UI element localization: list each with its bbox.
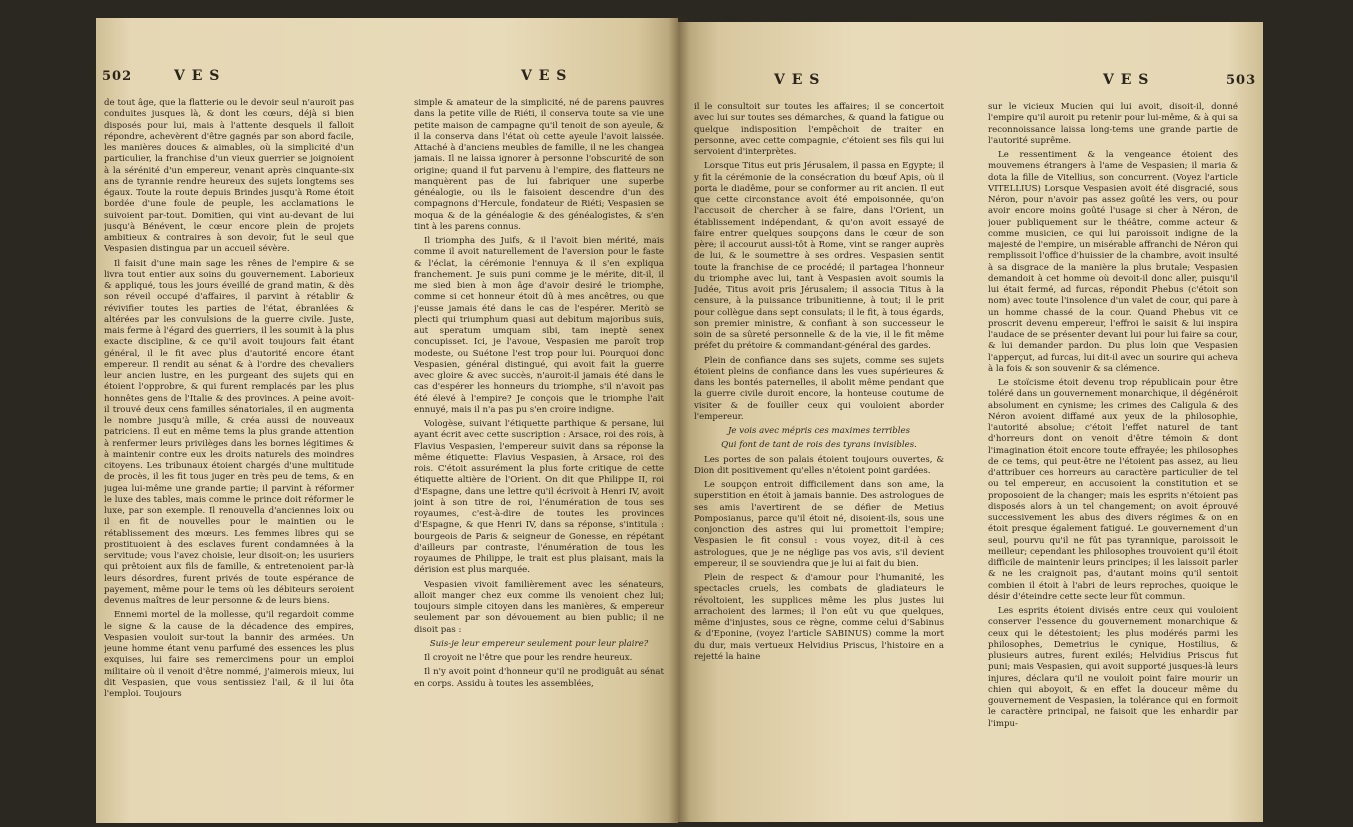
- paragraph: simple & amateur de la simplicité, né de parens pauvres dans la petite ville de Riéti, il conserva toute sa vie une petite maison de campagne qu'il tenoit de son ayeule, & il la conserva dans l'état où cette ayeule l'avoit laissée. Attaché à d'anciens meubles de famille, il ne les changea jamais. Il ne laissa ignorer à personne l'obscurité de son origine; quand il fut parvenu à l'empire, des flatteurs ne manquèrent pas de lui fabriquer une superbe généalogie, ou ils le faisoient descendre d'un des compagnons d'Hercule, fondateur de Riéti; Vespasien se moqua & de la généalogie & des généalogistes, & s'en tint à les parens connus.: [414, 98, 664, 232]
- paragraph: Vologèse, suivant l'étiquette parthique & persane, lui ayant écrit avec cette suscription : Arsace, roi des rois, à Flavius Vespasien, l'empereur suivit dans sa réponse la même étiquette: Flavius Vespasien, à Arsace, roi des rois. C'étoit assurément la plus forte critique de cette étiquette altière de l'Orient. On dit que Philippe II, roi d'Espagne, dans une lettre qu'il écrivoit à Henri IV, avoit joint à son titre de roi, l'énumération de tous ses royaumes, c'est-à-dire de toutes les provinces d'Espagne, & que Henri IV, dans sa réponse, s'intitula : bourgeois de Paris & seigneur de Gonesse, en répétant d'ailleurs par contraste, l'énumération de tous les royaumes de Philippe, le trait est plus plaisant, mais la dérision est plus marquée.: [414, 419, 664, 576]
- paragraph: Plein de confiance dans ses sujets, comme ses sujets étoient pleins de confiance dans les vues supérieures & dans les bontés paternelles, il abolit même pendant que la guerre civile duroit encore, la honteuse coutume de visiter & de fouiller ceux qui vouloient aborder l'empereur.: [694, 355, 944, 422]
- paragraph: Les esprits étoient divisés entre ceux qui vouloient conserver l'essence du gouvernement monarchique & ceux qui le détestoient; les plus modérés parmi les philosophes, Demetrius le cynique, Hostilius, & plusieurs autres, furent exilés; Helvidius Priscus fut puni; mais Vespasien, qui avoit supporté jusques-là leurs injures, déclara qu'il ne vouloit point faire mourir un chien qui aboyoit, & en effet la douceur même du gouvernement de Vespasien, la tolérance qui en formoit le caractère principal, ne faisoit que les enhardir par l'impu-: [988, 606, 1238, 729]
- left-column-2: [414, 98, 664, 813]
- paragraph: Le soupçon entroit difficilement dans son ame, la superstition en étoit à jamais bannie. Des astrologues de ses amis l'avertirent de se défier de Metius Pomposianus, parce qu'il étoit né, disoient-ils, sous une conjonction des astres qui lui promettoit l'empire; Vespasien le fit consul : vous voyez, dit-il à ces astrologues, que je ne néglige pas vos avis, s'il devient empereur, il se souviendra que je lui ai fait du bien.: [694, 480, 944, 569]
- right-column-1: [694, 102, 944, 817]
- paragraph: Il triompha des Juifs, & il l'avoit bien mérité, mais comme il avoit naturellement de l'aversion pour le faste & l'éclat, la cérémonie l'ennuya & il s'en expliqua franchement. Je suis puni comme je le mérite, dit-il, il me sied bien à mon âge d'avoir desiré le triomphe, comme si cet honneur étoit dû à mes ancêtres, ou que j'eusse jamais été dans le cas de l'espérer. Meritò se plecti qui triumphum quasi aut debitum majoribus suis, aut speratum umquam sibi, tam ineptè senex concupisset. Ici, je l'avoue, Vespasien me paroît trop modeste, ou Suétone l'est trop pour lui. Pourquoi donc Vespasien, général distingué, qui avoit fait la guerre avec gloire & avec succès, n'auroit-il jamais été dans le cas d'espérer les honneurs du triomphe, s'il n'avoit pas été élevé à l'empire? Je conçois que le triomphe l'ait ennuyé, mais il n'a pas pu s'en croire indigne.: [414, 236, 664, 415]
- paragraph: Il croyoit ne l'être que pour les rendre heureux.: [424, 653, 633, 663]
- right-page-number: 503: [1226, 73, 1257, 88]
- paragraph: Il faisit d'une main sage les rênes de l'empire & se livra tout entier aux soins du gouvernement. Laborieux & appliqué, tous les jours éveillé de grand matin, & dès son réveil occupé d'affaires, il parvint à rétablir & révivifier toutes les parties de l'état, ébranlées & altérées par les convulsions de la guerre civile. Juste, mais ferme à l'égard des guerriers, il les soumit à la plus exacte discipline, & ce qu'il avoit toujours fait étant général, il le fit avec plus d'autorité encore étant empereur. Il rendit au sénat & à l'ordre des chevaliers leur ancien lustre, en les purgeant des sujets qui en étoient l'opprobre, & qui furent remplacés par les plus honnêtes gens de l'Italie & des provinces. A peine avoit-il trouvé deux cens familles sénatoriales, il en augmenta le nombre jusqu'à mille, & créa aussi de nouveaux patriciens. Il eut en même tems la plus grande attention à renfermer leurs privilèges dans les bornes légitimes & à maintenir contre eux les droits naturels des moindres citoyens. Les tribunaux étoient chargés d'une multitude de procès, il les fit tous juger en très peu de tems, & en jugea lui-même une grande partie; il parvint à réformer le luxe des tables, mais comme le prince doit réformer le luxe, par son exemple. Il renouvella d'anciennes loix ou il en fit de nouvelles pour le maintien ou le rétablissement des mœurs. Les femmes libres qui se prostituoient à des esclaves furent condamnées à la servitude; vous l'avez choisie, leur disoit-on; les usuriers qui prêtoient aux fils de famille, & entretenoient par-là leurs désordres, furent privés de toute espérance de payement, même pour le tems où les débiteurs seroient devenus maîtres de leur personne & de leurs biens.: [104, 258, 354, 606]
- right-running-header-1: V E S: [774, 72, 821, 88]
- left-running-header-1: V E S: [174, 68, 221, 84]
- verse-line: Je vois avec mépris ces maximes terribles: [727, 426, 911, 436]
- paragraph: Il n'y avoit point d'honneur qu'il ne prodiguât au sénat en corps. Assidu à toutes les assemblées,: [414, 667, 664, 689]
- paragraph: il le consultoit sur toutes les affaires; il se concertoit avec lui sur toutes ses démarches, & quand la fatigue ou quelque indisposition l'empêchoit de traiter en personne, avec cette compagnie, c'étoient ses fils qui lui servoient d'interprètes.: [694, 102, 944, 157]
- paragraph: Les portes de son palais étoient toujours ouvertes, & Dion dit positivement qu'elles n'étoient point gardées.: [694, 454, 944, 476]
- paragraph: Ennemi mortel de la mollesse, qu'il regardoit comme le signe & la cause de la décadence des empires, Vespasien vouloit sur-tout la bannir des armées. Un jeune homme étant venu parfumé des essences les plus exquises, lui faire ses remercimens pour un emploi militaire où il venoit d'être nommé, j'aimerois mieux, lui dit Vespasien, que vous sentissiez l'ail, & il lui ôta l'emploi. Toujours: [104, 610, 354, 699]
- paragraph: Le stoïcisme étoit devenu trop républicain pour être toléré dans un gouvernement monarchique, il dégénéroit absolument en cynisme; les crimes des Caligula & des Néron avoient diffamé aux yeux de la philosophie, l'autorité absolue; c'étoit l'effet naturel de tant d'horreurs dont on venoit d'être témoin & dont l'imagination étoit encore toute effrayée; les philosophes de ce tems, qui peut-être ne l'étoient pas assez, au lieu d'attribuer ces horreurs au caractère particulier de tel ou tel empereur, en accusoient la constitution et se proposoient de la changer; mais les esprits n'étoient pas disposés alors à un tel changement; on avoit éprouvé successivement les abus des divers régimes & on en étoit presque également fatigué. Le gouvernement d'un seul, pourvu qu'il ne fût pas tyrannique, paroissoit le meilleur; cependant les philosophes trouvoient qu'il étoit difficile de maintenir leurs principes; il les laissoit parler & ne les craignoit pas, d'autant moins qu'il sentoit combien il étoit à l'abri de leurs reproches, quoique le désir d'éteindre cette secte leur fût commun.: [988, 378, 1238, 602]
- paragraph: Plein de respect & d'amour pour l'humanité, les spectacles cruels, les combats de gladiateurs le révoltoient, les supplices même les plus justes lui arrachoient des larmes; il l'on eût vu que quelques, même d'injustes, sous ce règne, comme celui d'Sabinus & d'Eponine, (voyez l'article SABINUS) comme la mort du dur, mais vertueux Helvidius Priscus, l'histoire en a rejetté la haine: [694, 573, 944, 662]
- paragraph: Lorsque Titus eut pris Jérusalem, il passa en Egypte; il y fit la cérémonie de la consécration du bœuf Apis, où il porta le diadême, pour se conformer au rit ancien. Il eut que cette circonstance avoit été empoisonnée, qu'on l'accusoit de chercher à se faire, dans l'Orient, un établissement indépendant, & qu'on avoit essayé de faire entrer quelques soupçons dans le cœur de son père; il accourut aussi-tôt à Rome, vint se ranger auprès de lui, & le soumettre à ses ordres. Vespasien sentit toute la franchise de ce procédé; il partagea l'honneur du triomphe avec lui, tant à Vespasien avoit soumis la Judée, Titus avoit pris Jérusalem; il associa Titus à la censure, à la puissance tribunitienne, à tout; il le prit pour collègue dans sept consulats; il le fit, à tous égards, son premier ministre, & confiant à son successeur le soin de sa sûreté personnelle & de la vie, il le fit même préfet du prétoire & commandant-général des gardes.: [694, 161, 944, 352]
- verse-line: Qui font de tant de rois des tyrans invisibles.: [721, 440, 917, 451]
- paragraph: de tout âge, que la flatterie ou le devoir seul n'auroit pas conduites jusques là, & dont les cœurs, déjà si bien disposés pour lui, mais à l'attente desquels il falloit répondre, achevèrent d'être gagnés par son abord facile, les manières douces & aimables, où la simplicité d'un particulier, la franchise d'un vieux guerrier se joignoient à la sérénité d'un empereur, venant après cinquante-six ans de tyrannie rendre heureux des sujets longtems ses égaux. Toute la route depuis Brindes jusqu'à Rome étoit bordée d'une foule de peuple, les acclamations le suivoient par-tout. Domitien, qui vint au-devant de lui jusqu'à Bénévent, le cœur encore plein de projets ambitieux & contraires à son devoir, fut le seul que Vespasien distingua par un accueil sévère.: [104, 98, 354, 255]
- left-page: [96, 18, 678, 823]
- left-running-header-2: V E S: [521, 68, 568, 84]
- right-running-header-2: V E S: [1103, 72, 1150, 88]
- right-page: [678, 22, 1263, 822]
- book-gutter: [668, 16, 690, 824]
- paragraph: Vespasien vivoit familièrement avec les sénateurs, alloit manger chez eux comme ils venoient chez lui; toujours simple citoyen dans les manières, & empereur seulement par son dévouement au bien public; il ne disoit pas :: [414, 579, 664, 635]
- left-column-1: [104, 98, 354, 813]
- left-page-number: 502: [102, 69, 133, 84]
- paragraph: sur le vicieux Mucien qui lui avoit, disoit-il, donné l'empire qu'il auroit pu retenir pour lui-même, & à qui sa reconnoissance laissa long-tems une grande partie de l'autorité suprême.: [988, 102, 1238, 146]
- right-column-2: [988, 102, 1238, 817]
- verse-line: Suis-je leur empereur seulement pour leur plaire?: [429, 638, 649, 649]
- paragraph: Le ressentiment & la vengeance étoient des mouvemens étrangers à l'ame de Vespasien; il maria & dota la fille de Vitellius, son concurrent. (Voyez l'article VITELLIUS) Lorsque Vespasien avoit été disgracié, sous Néron, pour n'avoir pas assez goûté les vers, ou pour avoir encore moins goûté l'usage si cher à Néron, de jouer publiquement sur le théâtre, comme acteur & comme musicien, ce qui lui paroissoit indigne de la majesté de l'empire, un misérable affranchi de Néron qui remplissoit l'office d'huissier de la chambre, avoit insulté à sa disgrace de la manière la plus brutale; Vespasien demandoit à cet homme où devoit-il donc aller, puisqu'il lui était fermé, ad furcas, répondit Phebus (c'étoit son nom) avec toute l'insolence d'un valet de cour, qui pare à un homme chassé de la cour. Quand Phebus vit ce proscrit devenu empereur, l'effroi le saisit & lui inspira l'audace de se présenter devant lui pour lui faire sa cour, & lui demander pardon. Du plus loin que Vespasien l'apperçut, ad furcas, lui dit-il avec un sourire qui acheva à la fois & son souvenir & sa clémence.: [988, 150, 1238, 374]
